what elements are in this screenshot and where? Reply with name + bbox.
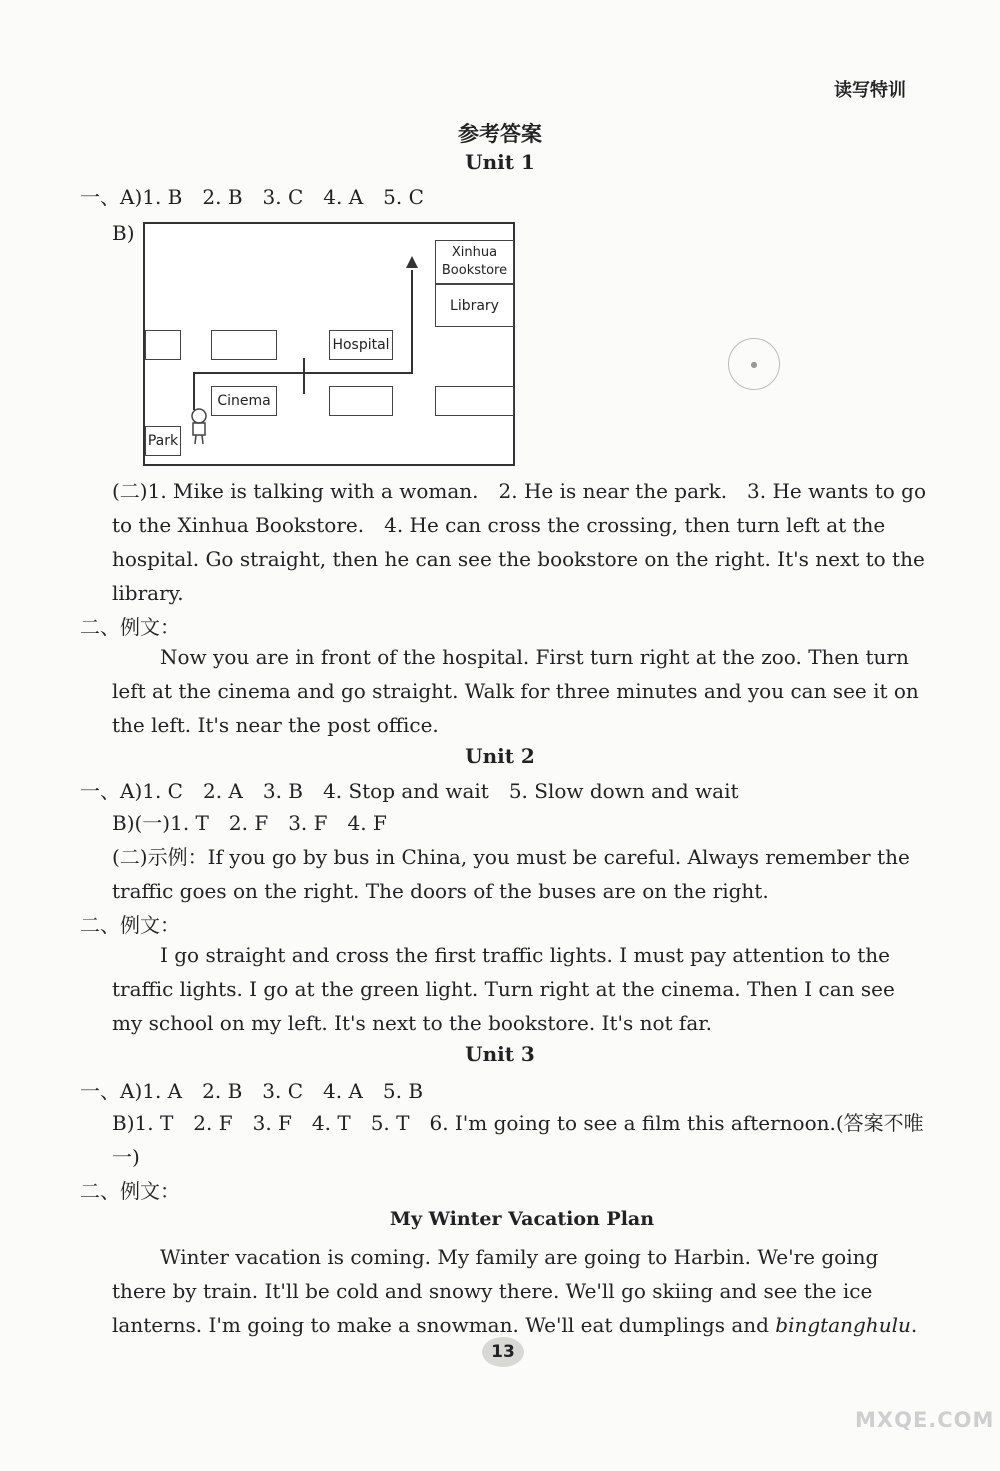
block-box — [145, 330, 181, 360]
unit1-q2-label: 二、例文： — [80, 615, 180, 639]
unit2-q2-label: 二、例文： — [80, 913, 180, 937]
unit3-title: Unit 3 — [465, 1042, 535, 1066]
library-box: Library — [435, 284, 514, 327]
unit3-q1a: 一、A)1. A 2. B 3. C 4. A 5. B — [80, 1079, 424, 1103]
unit1-q1b-label: B) — [112, 221, 135, 245]
watermark: MXQE.COM — [855, 1408, 995, 1432]
block-box — [329, 386, 393, 416]
unit2-q1c: (二)示例：If you go by bus in China, you must be careful. Always remember the traffic goes on the right. The doors of the buses are on the right. — [112, 845, 910, 903]
unit2-q1a: 一、A)1. C 2. A 3. B 4. Stop and wait 5. Slow down and wait — [80, 779, 739, 803]
arrow-up-icon — [404, 256, 420, 272]
essay-end: . — [910, 1313, 918, 1337]
essay-italic-word: bingtanghulu — [775, 1313, 911, 1337]
route-line — [411, 270, 413, 374]
page-number: 13 — [482, 1337, 524, 1367]
park-box: Park — [145, 426, 181, 456]
unit2-title: Unit 2 — [465, 744, 535, 768]
stamp-mark: ● — [728, 338, 780, 390]
crossing-mark — [303, 358, 305, 394]
unit3-q2-label: 二、例文： — [80, 1179, 180, 1203]
unit1-essay: Now you are in front of the hospital. First turn right at the zoo. Then turn left at the cinema and go straight. Walk for three minutes and you can see it on the left. It's near the post office. — [112, 645, 919, 737]
running-header: 读写特训 — [834, 80, 906, 101]
cinema-box: Cinema — [211, 386, 277, 416]
essay-text: Winter vacation is coming. My family are going to Harbin. We're going there by train. It'll be cold and snowy there. We'll go skiing and see the ice lanterns. I'm going to make a snowman. We'll eat dumplings and — [112, 1245, 879, 1337]
unit1-q1c: (二)1. Mike is talking with a woman. 2. He is near the park. 3. He wants to go to the Xinhua Bookstore. 4. He can cross the crossing, then turn left at the hospital. Go straight, then he can see the bookstore on the right. It's next to the library. — [112, 479, 926, 605]
xinhua-bookstore-box: Xinhua Bookstore — [435, 240, 514, 284]
essay-title: My Winter Vacation Plan — [389, 1208, 655, 1230]
block-box — [211, 330, 277, 360]
unit1-title: Unit 1 — [465, 150, 535, 174]
unit1-q1a: 一、A)1. B 2. B 3. C 4. A 5. C — [80, 185, 424, 209]
unit3-essay — [112, 1240, 930, 1342]
route-line — [193, 372, 195, 410]
unit2-q1b: B)(一)1. T 2. F 3. F 4. F — [112, 811, 387, 835]
unit2-essay: I go straight and cross the first traffic lights. I must pay attention to the traffic lights. I go at the green light. Turn right at the cinema. Then I can see my school on my left. It's next to the bookstore. It's not far. — [112, 943, 895, 1035]
unit3-q1b: B)1. T 2. F 3. F 4. T 5. T 6. I'm going to see a film this afternoon.(答案不唯一) — [112, 1111, 924, 1169]
page-title: 参考答案 — [458, 122, 542, 146]
hospital-box: Hospital — [329, 330, 393, 360]
block-box — [435, 386, 514, 416]
child-figure-icon — [185, 406, 215, 446]
route-map — [143, 222, 515, 466]
